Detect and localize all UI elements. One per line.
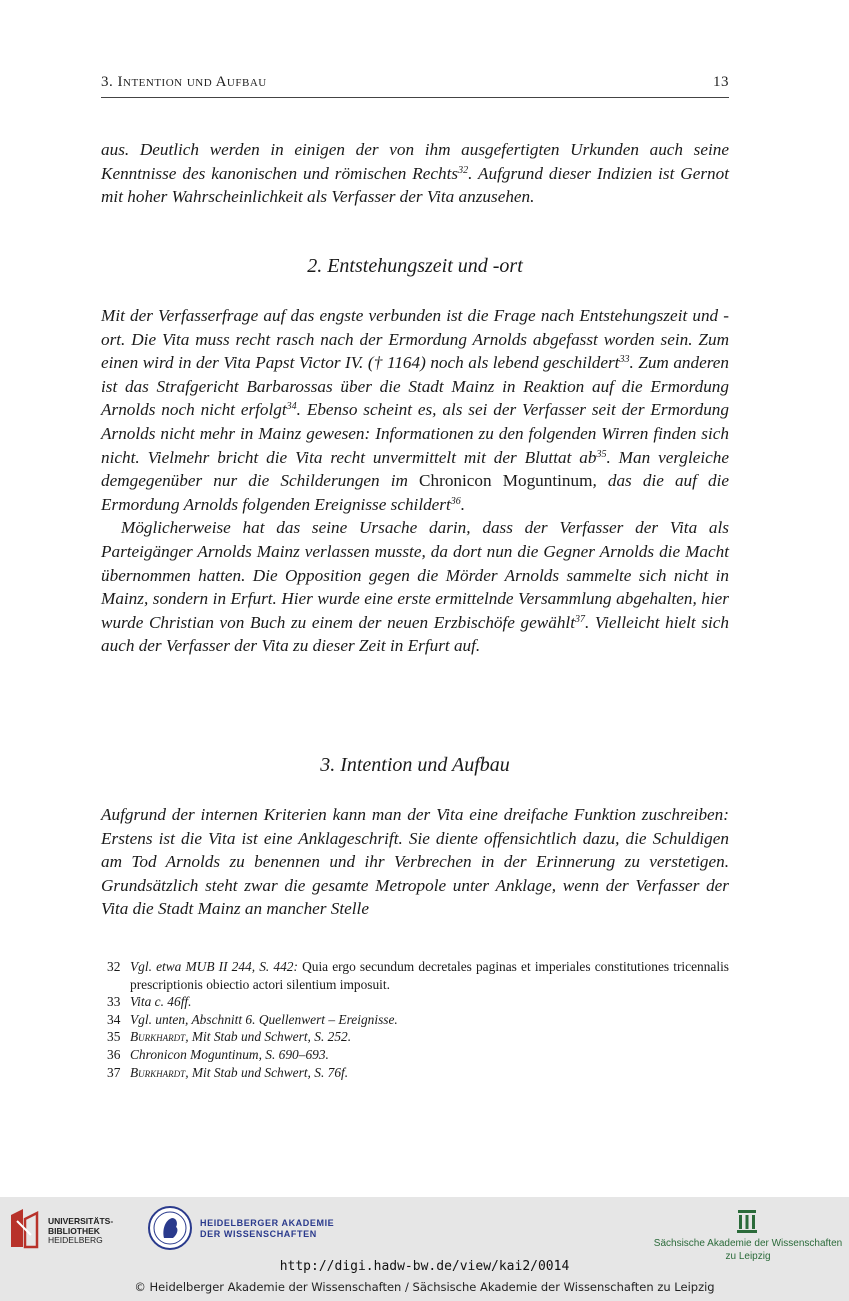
footnote-ref-32[interactable]: 32 <box>458 164 469 176</box>
paragraph-1: aus. Deutlich werden in einigen der von ihm ausgefertigten Urkunden auch seine Kenntnisse des kanonischen und römischen Rechts$^{32}$. Aufgrund dieser Indizien ist Gernot mit hoher Wahrscheinlichkeit als Verfasser der Vita anzusehen. <box>101 140 729 207</box>
chronicon-title: Chronicon Moguntinum <box>419 471 593 491</box>
footnote-36: 36 Chronicon Moguntinum, S. 690–693. <box>107 1046 329 1062</box>
saxon-academy-logo-icon[interactable] <box>736 1208 758 1234</box>
footnote-37: 37 Burkhardt, Mit Stab und Schwert, S. 76f. <box>107 1064 349 1080</box>
running-head <box>101 74 729 91</box>
footnote-32: 32 Vgl. etwa MUB II 244, S. 442: Quia ergo secundum decretales paginas et imperiales constitutiones tricennalis prescriptionis obiectio actori silentium imposuit. <box>107 959 730 992</box>
footnote-35: 35 Burkhardt, Mit Stab und Schwert, S. 252. <box>107 1029 352 1045</box>
permalink <box>0 1259 849 1274</box>
footnote-34: 34 Vgl. unten, Abschnitt 6. Quellenwert – Ereignisse. <box>107 1011 398 1027</box>
section-heading-2: 2. Entstehungszeit und -ort <box>307 255 523 277</box>
paragraph-3: Möglicherweise hat das seine Ursache darin, dass der Verfasser der Vita als Parteigänger Arnolds Mainz verlassen musste, da dort nun die Gegner Arnolds die Macht übernommen hatten. Die Opposition gegen die Mörder Arnolds sammelte sich nicht in Mainz, sondern in Erfurt. Hier wurde eine erste ermittelnde Versammlung abgehalten, hier wurde Christian von Buch zu einem der neuen Erzbischöfe gewählt$^{37}$. Vielleicht hielt sich auch der Verfasser der Vita zu dieser Zeit in Erfurt auf. <box>101 518 730 656</box>
footnote-ref-36[interactable]: 36 <box>450 495 461 507</box>
footnote-ref-35[interactable]: 35 <box>596 448 607 460</box>
running-title: 3. Intention und Aufbau <box>101 74 267 90</box>
university-library-logo-text: UNIVERSITÄTS- BIBLIOTHEK HEIDELBERG <box>48 1216 114 1245</box>
footnote-ref-34[interactable]: 34 <box>286 401 297 413</box>
footnotes <box>101 958 729 1081</box>
header-rule <box>101 97 729 98</box>
academy-seal-icon[interactable] <box>147 1205 193 1251</box>
page-number: 13 <box>713 74 729 90</box>
saxon-academy-logo-text: Sächsische Akademie der Wissenschaften zu Leipzig <box>653 1238 843 1262</box>
permalink-link[interactable]: http://digi.hadw-bw.de/view/kai2/0014 <box>279 1259 570 1274</box>
footnote-ref-33[interactable]: 33 <box>619 354 630 366</box>
copyright-notice: © Heidelberger Akademie der Wissenschaften / Sächsische Akademie der Wissenschaften zu Leipzig <box>134 1280 715 1294</box>
footnote-ref-37[interactable]: 37 <box>574 613 585 625</box>
academy-logo-text: HEIDELBERGER AKADEMIE DER WISSENSCHAFTEN <box>200 1218 335 1239</box>
section-heading-3: 3. Intention und Aufbau <box>320 754 510 776</box>
paragraph-4: Aufgrund der internen Kriterien kann man der Vita eine dreifache Funktion zuschreiben: Erstens ist die Vita ist eine Anklageschrift. Sie diente offensichtlich dazu, die Schuldigen am Tod Arnolds zu benennen und ihr Verbrechen in der Erinnerung zu verstetigen. Grundsätzlich steht zwar die gesamte Metropole unter Anklage, wenn der Verfasser der Vita die Stadt Mainz an mancher Stelle <box>101 805 729 919</box>
paragraph-2: Mit der Verfasserfrage auf das engste verbunden ist die Frage nach Entstehungszeit und -ort. Die Vita muss recht rasch nach der Ermordung Arnolds abgefasst worden sein. Zum einen wird in der Vita Papst Victor IV. († 1164) noch als lebend geschildert$^{33}$. Zum anderen ist das Strafgericht Barbarossas über die Stadt Mainz in Reaktion auf die Ermordung Arnolds noch nicht erfolgt$^{34}$. Ebenso scheint es, als sei der Verfasser seit der Ermordung Arnolds nicht mehr in Mainz gewesen: Informationen zu den folgenden Wirren finden sich nicht. Vielmehr bricht die Vita recht unvermittelt mit der Bluttat $ab^{35}$. Man vergleiche demgegenüber nur die Schilderungen im Chronicon Moguntinum, das die auf die Ermordung Arnolds folgenden Ereignisse schildert$^{36}$. Möglicherweise hat das seine Ursache darin, dass der Verfasser der Vita als Parteigänger Arnolds Mainz verlassen musste, da dort nun die Gegner Arnolds die Macht übernommen hatten. Die Opposition gegen die Mörder Arnolds sammelte sich nicht in Mainz, sondern in Erfurt. Hier wurde eine erste ermittelnde Versammlung abgehalten, hier wurde Christian von Buch zu einem der neuen Erzbischöfe gewählt$^{37}$. Vielleicht hielt sich auch der Verfasser der Vita zu dieser Zeit in Erfurt auf. <box>101 304 729 658</box>
footnote-33: 33 Vita c. 46ff. <box>107 994 192 1010</box>
